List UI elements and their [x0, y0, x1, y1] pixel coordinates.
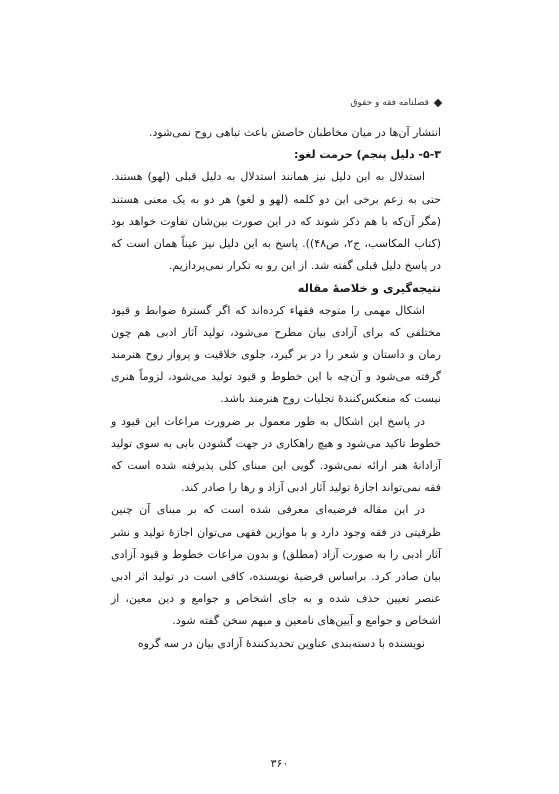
- paragraph-5-3: استدلال به این دلیل نیز همانند استدلال به دلیل قبلی (لهو) هستند. حتی به زعم برخی این دو کلمه (لهو و لغو) هر دو به یک معنی هستند (مگر آن‌که با هم ذکر شوند که در این صورت بین‌شان تفاوت خواهد بود (کتاب المکاسب، ج۲، ص۴۸)). پاسخ به این دلیل نیز عیناً همان است که در پاسخ دلیل قبلی گفته شد. از این رو به تکرار نمی‌پردازیم.: [111, 170, 441, 273]
- paragraph-conclusion-3: در این مقاله فرضیه‌ای معرفی شده است که بر مبنای آن چنین ظرفیتی در فقه وجود دارد و با موازین فقهی می‌توان اجازهٔ تولید و نشر آثار ادبی را به صورت آزاد (مطلق) و بدون مراعات خطوط و قیود آزادی بیان صادر کرد. براساس فرضیهٔ نویسنده، کافی است در تولید اثر ادبی عنصر تعیین حذف شده و به جای اشخاص و جوامع و دین معین، از اشخاص و جوامع و آیین‌های نامعین و مبهم سخن گفته شود.: [111, 503, 441, 628]
- page-number: ۳۶۰: [270, 757, 289, 770]
- running-title: فصلنامه فقه و حقوق: [350, 98, 429, 108]
- page-header: [111, 96, 441, 110]
- paragraph-conclusion-1: اشکال مهمی را متوجه فقهاء کرده‌اند که اگر گسترهٔ ضوابط و قیود مختلفی که برای آزادی بیان مطرح می‌شود، تولید آثار ادبی هم چون رمان و داستان و شعر را در بر گیرد، جلوی خلاقیت و پرواز روح هنرمند گرفته می‌شود و آن‌چه با این خطوط و قیود تولید می‌شود، لزوماً هنری نیست که منعکس‌کنندهٔ تجلیات روح هنرمند باشد.: [111, 303, 441, 406]
- paragraph-conclusion-2: در پاسخ این اشکال به طور معمول بر ضرورت مراعات این قیود و خطوط تاکید می‌شود و هیچ راهکاری در جهت گشودن بابی به سوی تولید آزادانهٔ هنر ارائه نمی‌شود. گویی این مبنای کلی پذیرفته شده است که فقه نمی‌تواند اجازهٔ تولید آثار ادبی آزاد و رها را صادر کند.: [111, 414, 441, 495]
- subheading-5-3: ۵-۳- دلیل پنجم) حرمت لغو:: [293, 148, 441, 162]
- paragraph-conclusion-4: نویسنده با دسته‌بندی عناوین تحدیدکنندهٔ آزادی بیان در سه گروه: [137, 636, 425, 650]
- section-heading-conclusion: نتیجه‌گیری و خلاصهٔ مقاله: [297, 281, 441, 296]
- header-marker-icon: [434, 99, 442, 107]
- paragraph-intro: انتشار آن‌ها در میان مخاطبان خاصش باعث تباهی روح نمی‌شود.: [149, 126, 441, 139]
- body-text: [111, 122, 441, 655]
